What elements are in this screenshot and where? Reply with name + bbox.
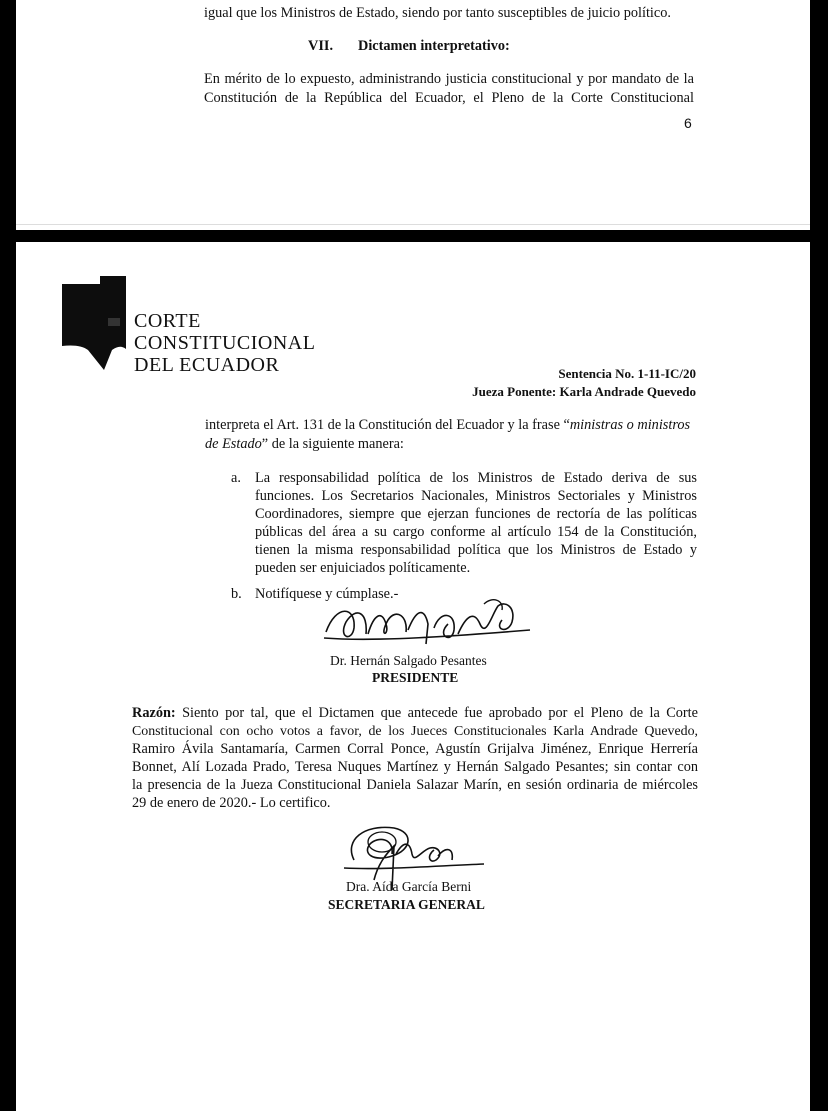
list-item-line: Notifíquese y cúmplase.- — [255, 586, 399, 602]
intro-quote: de Estado — [205, 436, 262, 452]
razon-label: Razón: — [132, 705, 176, 721]
intro-text: ” de la siguiente manera: — [261, 436, 404, 452]
signer-name: Dr. Hernán Salgado Pesantes — [330, 653, 487, 668]
text-line: Constitución de la República del Ecuador, el Pleno de la Corte Constitucional — [204, 90, 694, 106]
court-emblem-icon — [60, 274, 130, 374]
logo-line-2: CONSTITUCIONAL — [134, 332, 316, 354]
text-line: En mérito de lo expuesto, administrando justicia constitucional y por mandato de la — [204, 71, 694, 87]
list-item-line: públicas del área a su cargo conforme al artículo 154 de la Constitución, — [255, 524, 697, 540]
section-number: VII. — [308, 38, 334, 54]
jueza-ponente: Jueza Ponente: Karla Andrade Quevedo — [472, 384, 696, 399]
intro-text: interpreta el Art. 131 de la Constitución del Ecuador y la frase “ — [205, 417, 570, 433]
list-item-line: funciones. Los Secretarios Nacionales, Ministros Sectoriales y Ministros — [255, 488, 697, 504]
document-page-bottom — [16, 242, 810, 1111]
intro-line-2 — [205, 435, 404, 454]
list-item-line: tienen la misma responsabilidad política que los Ministros de Estado y — [255, 542, 697, 558]
signer-title: PRESIDENTE — [372, 670, 459, 685]
razon-line: Ramiro Ávila Santamaría, Carmen Corral Ponce, Agustín Grijalva Jiménez, Enrique Herrería — [132, 741, 698, 757]
list-item-line: Coordinadores, siempre que ejerzan funciones de rectoría de las políticas — [255, 506, 697, 522]
page-number: 6 — [684, 115, 692, 131]
razon-line-1 — [132, 704, 698, 723]
list-item-line: La responsabilidad política de los Ministros de Estado deriva de sus — [255, 470, 697, 486]
logo-text — [134, 310, 315, 376]
text-line: igual que los Ministros de Estado, siendo por tanto susceptibles de juicio político. — [204, 5, 671, 21]
sentencia-number: Sentencia No. 1-11-IC/20 — [558, 366, 696, 381]
logo-line-3: DEL ECUADOR — [134, 354, 280, 376]
section-title: Dictamen interpretativo: — [358, 38, 510, 54]
razon-line: la presencia de la Jueza Constitucional Daniela Salazar Marín, en sesión ordinaria de miércoles — [132, 777, 698, 793]
razon-line: 29 de enero de 2020.- Lo certifico. — [132, 795, 331, 811]
intro-quote: ministras o ministros — [569, 417, 691, 433]
list-item-line: pueden ser enjuiciados políticamente. — [255, 560, 471, 576]
razon-line: Bonnet, Alí Lozada Prado, Teresa Nuques Martínez y Hernán Salgado Pesantes; sin contar con — [132, 759, 698, 775]
item-letter: b. — [231, 586, 242, 602]
razon-text: Siento por tal, que el Dictamen que antecede fue aprobado por el Pleno de la Corte — [182, 705, 698, 721]
document-page-top — [16, 0, 810, 230]
razon-line: Constitucional con ocho votos a favor, de los Jueces Constitucionales Karla Andrade Quevedo, — [132, 724, 698, 739]
signer-title: SECRETARIA GENERAL — [328, 897, 485, 912]
logo-line-1: CORTE — [134, 310, 201, 332]
item-letter: a. — [231, 470, 241, 486]
intro-line-1 — [205, 416, 697, 435]
signer-name: Dra. Aída García Berni — [346, 879, 472, 894]
